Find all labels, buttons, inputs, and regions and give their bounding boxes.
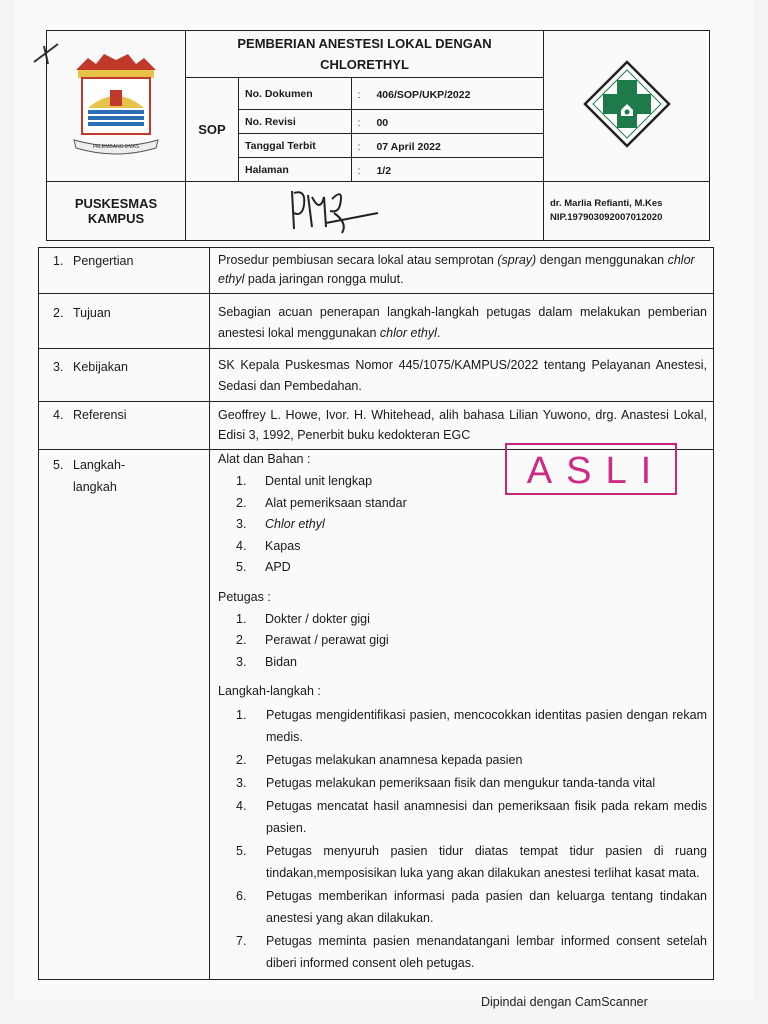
meta-value-cell [352,110,544,134]
meta-key: Tanggal Terbit [239,134,352,158]
step-text: Petugas menyuruh pasien tidur diatas tempat tidur pasien di ruang tindakan,memposisikan luka yang akan dilakukan anestesi terlihat kasat mata. [266,844,707,880]
item-text: Dokter / dokter gigi [265,611,370,626]
list-item [218,558,707,577]
step-number: 4. [236,799,247,813]
item-text: Chlor ethyl [265,517,325,531]
item-number: 3. [236,517,247,531]
step-item [218,749,707,771]
city-logo-cell [47,31,186,182]
step-text: Petugas melakukan anamnesa kepada pasien [266,753,523,767]
section-content [210,450,714,980]
meta-value-cell [352,78,544,110]
section-number: 2. [53,306,64,320]
section-content: Geoffrey L. Howe, Ivor. H. Whitehead, alih bahasa Lilian Yuwono, drg. Anastesi Lokal, Edisi 3, 1992, Penerbit buku kedokteran EGC [210,402,714,450]
item-number: 3. [236,654,247,669]
section-number: 4. [53,408,64,422]
meta-sep: : [357,88,361,101]
meta-value-cell [352,158,544,182]
content-text: Sebagian acuan penerapan langkah-langkah petugas dalam melakukan pemberian anestesi lokal menggunakan [218,305,707,340]
step-number: 1. [236,708,247,722]
step-item [218,930,707,974]
step-number: 6. [236,889,247,903]
emblem-cell [544,31,710,182]
asli-stamp: ASLI [505,443,677,495]
palembang-city-logo [68,48,164,160]
signature-image [282,183,392,239]
section-label [39,248,210,294]
section-title: Referensi [73,408,127,422]
meta-value: 07 April 2022 [376,140,441,153]
officer-cell [544,182,710,241]
section-number: 1. [53,254,64,268]
content-text: Prosedur pembiusan secara lokal atau semprotan [218,253,498,267]
content-text: pada jaringan rongga mulut. [244,272,404,286]
section-label [39,402,210,450]
section-title: Langkah- [73,458,126,472]
officer-nip: NIP.197903092007012020 [550,212,663,223]
item-number: 2. [236,495,247,510]
step-text: Petugas mencatat hasil anamnesisi dan pemeriksaan fisik pada rekam medis pasien. [266,799,707,835]
title-line-2: CHLORETHYL [320,57,409,72]
meta-key: Halaman [239,158,352,182]
section-label [39,450,210,980]
section-title: Tujuan [73,306,111,320]
step-number: 5. [236,844,247,858]
alat-heading: Alat dan Bahan : [218,452,311,466]
step-item [218,704,707,748]
meta-sep: : [357,164,361,177]
meta-sep: : [357,116,361,129]
step-text: Petugas memberikan informasi pada pasien dan keluarga tentang tindakan anestesi yang akan dilakukan. [266,889,707,925]
sop-header-table [46,30,710,241]
document-title [186,31,544,78]
meta-value: 406/SOP/UKP/2022 [376,88,471,101]
item-text: Bidan [265,654,297,669]
content-em: chlor ethyl [379,326,437,340]
section-content: SK Kepala Puskesmas Nomor 445/1075/KAMPUS/2022 tentang Pelayanan Anestesi, Sedasi dan Pembedahan. [210,349,714,402]
step-item [218,795,707,839]
item-text: Kapas [265,538,301,553]
section-label [39,349,210,402]
logo-banner-text: PALEMBANG EMAS [92,143,140,150]
step-item [218,840,707,884]
content-em: (spray) [497,253,537,267]
org-line-1: PUSKESMAS [74,196,158,211]
sop-label: SOP [186,78,239,182]
langkah-heading: Langkah-langkah : [218,684,321,698]
organization-name [47,182,186,241]
section-row-kebijakan [39,349,714,402]
item-text: Dental unit lengkap [265,474,373,488]
item-text: Perawat / perawat gigi [265,633,389,647]
step-number: 7. [236,934,247,948]
step-item [218,772,707,794]
step-text: Petugas meminta pasien menandatangani lembar informed consent setelah diberi informed consent oleh petugas. [266,934,707,970]
step-number: 3. [236,776,247,790]
signature-cell [186,182,544,241]
sop-content-table [38,247,714,980]
meta-value: 1/2 [376,164,392,177]
list-item [218,631,707,650]
step-text: Petugas mengidentifikasi pasien, mencocokkan identitas pasien dengan rekam medis. [266,708,707,744]
puskesmas-emblem-icon [581,58,673,150]
org-line-2: KAMPUS [87,211,145,226]
meta-key: No. Revisi [239,110,352,134]
content-text: . [436,326,441,340]
section-row-tujuan [39,294,714,349]
step-number: 2. [236,753,247,767]
item-number: 4. [236,538,247,553]
meta-sep: : [357,140,361,153]
item-number: 1. [236,611,247,626]
list-item [218,610,707,629]
section-number: 3. [53,360,64,374]
list-item [218,515,707,534]
steps-list [218,704,707,974]
scanner-watermark: Dipindai dengan CamScanner [481,995,648,1009]
section-label [39,294,210,349]
step-item [218,885,707,929]
section-number: 5. [53,458,64,472]
content-text: dengan menggunakan [536,253,668,267]
item-number: 2. [236,633,247,647]
section-row-langkah [39,450,714,980]
meta-key: No. Dokumen [239,78,352,110]
item-text: APD [265,560,291,574]
list-item [218,653,707,672]
section-row-pengertian [39,248,714,294]
petugas-list [218,610,707,672]
officer-name: dr. Marlia Refianti, M.Kes [550,198,663,209]
meta-value-cell [352,134,544,158]
step-text: Petugas melakukan pemeriksaan fisik dan mengukur tanda-tanda vital [266,776,656,790]
section-content [210,294,714,349]
section-content [210,248,714,294]
section-title: Pengertian [73,254,134,268]
title-line-1: PEMBERIAN ANESTESI LOKAL DENGAN [237,36,492,51]
petugas-heading: Petugas : [218,589,271,604]
section-title: Kebijakan [73,360,128,374]
meta-value: 00 [376,116,389,129]
item-number: 1. [236,474,247,488]
item-text: Alat pemeriksaan standar [265,495,407,510]
list-item [218,537,707,556]
item-number: 5. [236,560,247,574]
content-em: chlor ethyl [218,253,695,286]
section-title-cont: langkah [73,480,117,494]
